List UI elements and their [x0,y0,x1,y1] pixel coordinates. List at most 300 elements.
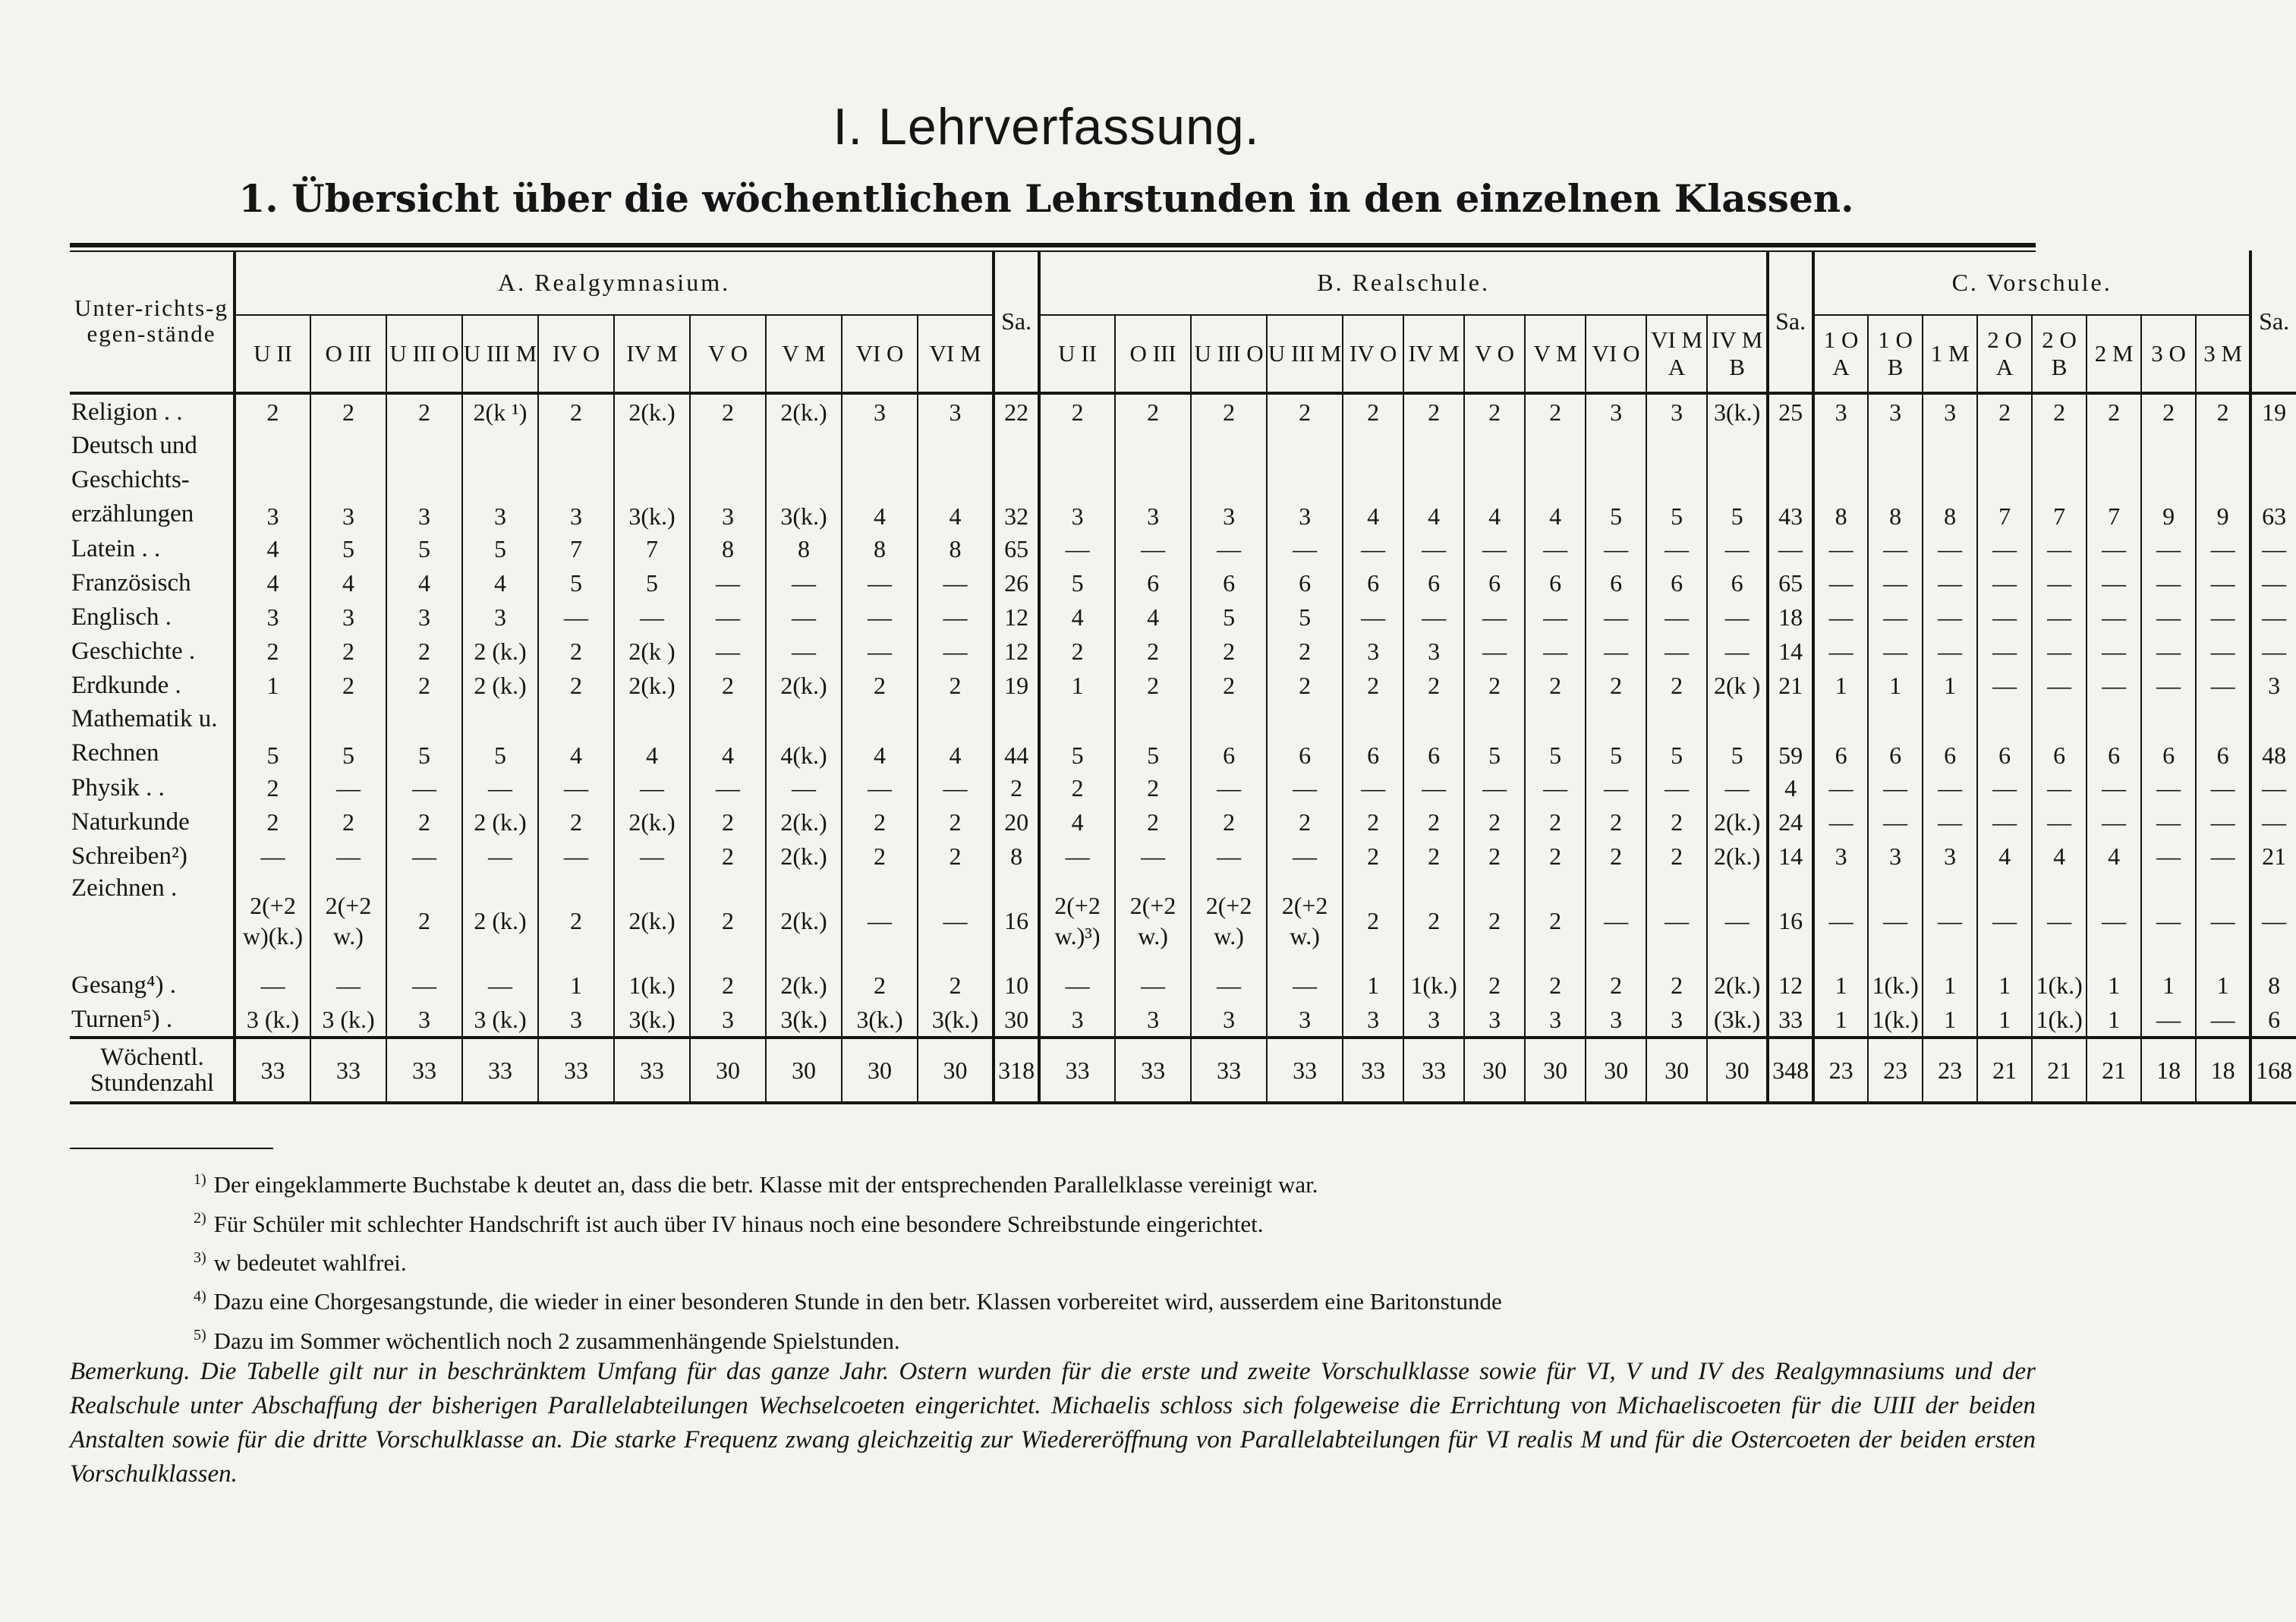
cell-b-6: 2 [1464,393,1525,429]
cell-b-5: 4 [1403,429,1464,531]
sum-header-c: Sa. [2250,250,2296,393]
sum-cell-c: — [2250,873,2296,968]
cell-b-1: 2 [1115,770,1191,805]
sum-cell-a: 20 [994,805,1039,839]
cell-a-6: 2 [690,668,766,702]
cell-c-0: — [1813,600,1868,634]
cell-b-4: — [1343,531,1403,565]
sum-cell-b: 43 [1768,429,1813,531]
cell-b-0: 5 [1039,702,1115,770]
totals-row [70,1038,2296,1103]
cell-b-0: 1 [1039,668,1115,702]
class-header-a-6: V O [690,315,766,393]
cell-a-5: 7 [614,531,690,565]
cell-c-5: 1 [2087,1002,2141,1038]
sum-header-b: Sa. [1768,250,1813,393]
cell-a-8: — [842,565,918,600]
cell-b-4: 2 [1343,393,1403,429]
cell-a-8: — [842,634,918,668]
cell-b-2: — [1191,770,1267,805]
cell-c-0: 3 [1813,393,1868,429]
cell-b-0: 5 [1039,565,1115,600]
cell-a-0: 3 [235,600,310,634]
cell-a-4: — [538,839,614,873]
cell-b-9: 2 [1646,805,1707,839]
cell-c-3: 4 [1977,839,2032,873]
sum-cell-a: 12 [994,600,1039,634]
cell-c-7: — [2196,805,2250,839]
cell-a-8: 2 [842,668,918,702]
cell-c-4: — [2032,770,2087,805]
cell-b-3: 2 [1267,805,1343,839]
cell-b-9: 3 [1646,393,1707,429]
cell-b-4: 3 [1343,634,1403,668]
cell-a-5: 2(k.) [614,668,690,702]
cell-c-2: — [1923,531,1977,565]
cell-a-8: — [842,873,918,968]
cell-c-6: — [2141,668,2196,702]
sum-cell-a: 22 [994,393,1039,429]
cell-c-1: — [1868,805,1923,839]
cell-c-5: — [2087,634,2141,668]
cell-b-3: 3 [1267,1002,1343,1038]
cell-a-2: 5 [386,702,462,770]
cell-a-9: 2 [918,839,994,873]
cell-a-0: 2 [235,770,310,805]
cell-a-2: 3 [386,429,462,531]
cell-c-0: 1 [1813,668,1868,702]
cell-c-3: — [1977,668,2032,702]
table-row [70,702,2296,770]
cell-c-3: — [1977,600,2032,634]
cell-b-4: 6 [1343,565,1403,600]
footnote-rule [70,1148,273,1149]
cell-a-9: — [918,873,994,968]
cell-b-4: 2 [1343,839,1403,873]
cell-b-6: — [1464,531,1525,565]
cell-b-1: — [1115,968,1191,1002]
class-header-a-4: IV O [538,315,614,393]
cell-b-10: — [1707,873,1768,968]
sum-cell-a: 10 [994,968,1039,1002]
cell-c-7: — [2196,1002,2250,1038]
cell-c-1: 8 [1868,429,1923,531]
cell-a-4: 7 [538,531,614,565]
sum-cell-a: 8 [994,839,1039,873]
cell-b-3: 6 [1267,565,1343,600]
cell-a-2: 2 [386,393,462,429]
sum-cell-c: 63 [2250,429,2296,531]
cell-c-7: — [2196,770,2250,805]
cell-a-2: 4 [386,565,462,600]
cell-c-1: 3 [1868,839,1923,873]
cell-a-4: 2 [538,393,614,429]
cell-a-1: 4 [310,565,386,600]
cell-b-8: 30 [1586,1038,1646,1103]
cell-b-6: 30 [1464,1038,1525,1103]
cell-a-1: 2(+2 w.) [310,873,386,968]
cell-c-2: 8 [1923,429,1977,531]
cell-a-1: — [310,770,386,805]
cell-c-7: 9 [2196,429,2250,531]
cell-b-9: — [1646,770,1707,805]
remark-paragraph: Bemerkung. Die Tabelle gilt nur in beschränktem Umfang für das ganze Jahr. Ostern wurden für die erste und zweite Vorschulklasse sowie für VI, V und IV des Realgymnasiums und der Realschule unter Abschaffung der bisherigen Parallelabteilungen Wechselcoeten eingerichtet. Michaelis schloss sich folgeweise die Errichtung von Michaeliscoeten für die UIII der beiden Anstalten sowie für die dritte Vorschulklasse an. Die starke Frequenz zwang gleichzeitig zur Wiedereröffnung von Parallelabteilungen für VI realis M und für die Ostercoeten der beiden ersten Vorschulklassen. [70,1358,2036,1488]
cell-a-3: 33 [462,1038,538,1103]
cell-b-3: — [1267,968,1343,1002]
footnote-text: Für Schüler mit schlechter Handschrift ist auch über IV hinaus noch eine besondere Schreibstunde eingerichtet. [213,1210,1264,1237]
cell-a-3: 2 (k.) [462,873,538,968]
cell-b-4: 4 [1343,429,1403,531]
cell-a-4: 2 [538,873,614,968]
cell-b-8: — [1586,600,1646,634]
footnote-5 [194,1318,1502,1357]
cell-b-6: 2 [1464,968,1525,1002]
cell-a-4: 33 [538,1038,614,1103]
cell-a-7: 30 [766,1038,842,1103]
cell-a-3: 5 [462,702,538,770]
cell-b-5: 3 [1403,634,1464,668]
cell-c-4: — [2032,565,2087,600]
cell-a-6: — [690,634,766,668]
cell-a-8: — [842,600,918,634]
cell-a-2: 5 [386,531,462,565]
cell-a-5: 2(k.) [614,873,690,968]
cell-a-7: 3(k.) [766,1002,842,1038]
class-header-a-3: U III M [462,315,538,393]
cell-a-7: 2(k.) [766,393,842,429]
cell-a-4: 1 [538,968,614,1002]
cell-a-9: 8 [918,531,994,565]
cell-a-0: — [235,839,310,873]
table-row [70,770,2296,805]
cell-a-0: 2 [235,393,310,429]
cell-a-8: 3(k.) [842,1002,918,1038]
cell-b-5: 2 [1403,873,1464,968]
cell-c-3: — [1977,805,2032,839]
cell-a-1: 5 [310,531,386,565]
cell-c-3: 6 [1977,702,2032,770]
cell-b-3: 5 [1267,600,1343,634]
sum-cell-b: 4 [1768,770,1813,805]
cell-a-0: 33 [235,1038,310,1103]
cell-c-0: 8 [1813,429,1868,531]
cell-a-6: 2 [690,839,766,873]
cell-a-5: 2(k ) [614,634,690,668]
cell-a-0: 5 [235,702,310,770]
cell-b-8: 2 [1586,968,1646,1002]
cell-a-2: 33 [386,1038,462,1103]
cell-b-2: 3 [1191,429,1267,531]
sum-cell-b: 65 [1768,565,1813,600]
cell-c-2: 1 [1923,668,1977,702]
cell-a-0: — [235,968,310,1002]
cell-b-5: — [1403,600,1464,634]
cell-c-0: 1 [1813,968,1868,1002]
sum-cell-b: 16 [1768,873,1813,968]
cell-c-7: 6 [2196,702,2250,770]
cell-c-5: — [2087,600,2141,634]
cell-a-6: 2 [690,873,766,968]
cell-c-4: 2 [2032,393,2087,429]
cell-b-10: — [1707,770,1768,805]
cell-b-7: — [1525,600,1586,634]
cell-b-5: 2 [1403,668,1464,702]
cell-c-4: 21 [2032,1038,2087,1103]
cell-b-9: — [1646,873,1707,968]
sum-cell-b: — [1768,531,1813,565]
cell-a-4: — [538,600,614,634]
footnote-2 [194,1202,1502,1240]
cell-b-1: 2 [1115,805,1191,839]
cell-c-2: 1 [1923,968,1977,1002]
cell-a-6: 2 [690,968,766,1002]
cell-c-1: — [1868,770,1923,805]
cell-b-2: — [1191,531,1267,565]
cell-a-7: 2(k.) [766,873,842,968]
cell-a-4: 4 [538,702,614,770]
class-header-b-6: V O [1464,315,1525,393]
cell-b-7: 2 [1525,668,1586,702]
cell-a-6: 3 [690,1002,766,1038]
cell-b-6: — [1464,634,1525,668]
cell-b-2: 2 [1191,668,1267,702]
cell-c-4: 7 [2032,429,2087,531]
cell-b-5: 2 [1403,839,1464,873]
cell-a-1: 5 [310,702,386,770]
cell-a-9: 2 [918,805,994,839]
cell-a-8: 2 [842,968,918,1002]
cell-b-8: 6 [1586,565,1646,600]
cell-b-9: 3 [1646,1002,1707,1038]
table-row [70,531,2296,565]
sum-cell-a: 12 [994,634,1039,668]
cell-b-1: — [1115,531,1191,565]
cell-b-7: 2 [1525,805,1586,839]
cell-c-1: 1(k.) [1868,1002,1923,1038]
cell-c-7: — [2196,531,2250,565]
cell-a-6: — [690,770,766,805]
subject-label: Englisch . [71,603,172,631]
cell-a-7: 2(k.) [766,839,842,873]
cell-b-5: 1(k.) [1403,968,1464,1002]
cell-a-5: 3(k.) [614,1002,690,1038]
cell-b-8: 5 [1586,702,1646,770]
cell-a-1: 2 [310,393,386,429]
cell-b-0: — [1039,968,1115,1002]
cell-a-0: 4 [235,531,310,565]
cell-c-5: 1 [2087,968,2141,1002]
cell-c-3: 21 [1977,1038,2032,1103]
cell-b-10: 2(k.) [1707,968,1768,1002]
cell-b-7: — [1525,531,1586,565]
cell-b-8: 5 [1586,429,1646,531]
cell-c-7: — [2196,565,2250,600]
cell-b-2: 2 [1191,634,1267,668]
cell-b-8: — [1586,634,1646,668]
subject-column-header: Unter-richts-gegen-stände [70,250,235,393]
cell-b-10: — [1707,634,1768,668]
subject-label: Mathematik u. Rechnen [71,705,218,767]
subject-label: Turnen⁵) . [71,1005,173,1033]
cell-b-9: 5 [1646,429,1707,531]
cell-a-8: 4 [842,702,918,770]
cell-b-6: — [1464,600,1525,634]
cell-a-0: 4 [235,565,310,600]
cell-b-2: 3 [1191,1002,1267,1038]
cell-c-4: — [2032,873,2087,968]
cell-a-4: 3 [538,1002,614,1038]
cell-b-6: 2 [1464,805,1525,839]
group-header-realschule: B. Realschule. [1039,250,1768,315]
footnote-3 [194,1241,1502,1280]
cell-b-3: 2 [1267,668,1343,702]
cell-b-3: 33 [1267,1038,1343,1103]
cell-b-2: — [1191,968,1267,1002]
cell-b-9: 6 [1646,565,1707,600]
table-row [70,393,2296,429]
cell-c-1: — [1868,634,1923,668]
sum-cell-c: 48 [2250,702,2296,770]
cell-b-2: 33 [1191,1038,1267,1103]
cell-c-1: — [1868,600,1923,634]
cell-b-5: 6 [1403,565,1464,600]
cell-a-3: 3 (k.) [462,1002,538,1038]
sum-cell-a: 32 [994,429,1039,531]
cell-a-9: — [918,770,994,805]
cell-a-8: 4 [842,429,918,531]
cell-b-4: 1 [1343,968,1403,1002]
cell-c-3: — [1977,531,2032,565]
cell-b-7: 2 [1525,968,1586,1002]
sum-cell-c: 168 [2250,1038,2296,1103]
cell-b-2: 2(+2 w.) [1191,873,1267,968]
cell-a-0: 3 (k.) [235,1002,310,1038]
cell-c-4: 6 [2032,702,2087,770]
cell-b-6: 6 [1464,565,1525,600]
cell-b-7: — [1525,634,1586,668]
cell-b-10: 3(k.) [1707,393,1768,429]
cell-c-2: — [1923,805,1977,839]
cell-a-9: — [918,600,994,634]
page-title: I. Lehrverfassung. [833,98,1260,156]
subject-label: Physik . . [71,773,165,802]
cell-c-6: — [2141,1002,2196,1038]
cell-c-7: 18 [2196,1038,2250,1103]
cell-a-6: 30 [690,1038,766,1103]
cell-a-1: 33 [310,1038,386,1103]
cell-a-7: — [766,600,842,634]
subject-label: Französisch [71,568,191,597]
class-header-a-7: V M [766,315,842,393]
cell-c-0: — [1813,873,1868,968]
page-subtitle: 1. Übersicht über die wöchentlichen Lehrstunden in den einzelnen Klassen. [238,176,1854,221]
sum-cell-b: 14 [1768,839,1813,873]
sum-cell-c: 21 [2250,839,2296,873]
cell-c-1: 23 [1868,1038,1923,1103]
cell-b-0: 2 [1039,770,1115,805]
cell-a-7: 8 [766,531,842,565]
cell-b-2: 6 [1191,565,1267,600]
cell-c-4: 4 [2032,839,2087,873]
cell-c-1: — [1868,873,1923,968]
class-header-a-9: VI M [918,315,994,393]
cell-c-6: — [2141,565,2196,600]
class-header-b-1: O III [1115,315,1191,393]
subject-label: Naturkunde [71,808,190,836]
footnote-mark: 4) [194,1287,206,1305]
cell-c-4: 1(k.) [2032,968,2087,1002]
cell-b-7: 30 [1525,1038,1586,1103]
footnote-text: Dazu im Sommer wöchentlich noch 2 zusammenhängende Spielstunden. [213,1327,900,1354]
footnote-text: Der eingeklammerte Buchstabe k deutet an, dass die betr. Klasse mit der entsprechenden Parallelklasse vereinigt war. [213,1171,1318,1198]
cell-b-0: 2(+2 w.)³) [1039,873,1115,968]
cell-b-4: 3 [1343,1002,1403,1038]
cell-c-4: — [2032,634,2087,668]
footnote-text: w bedeutet wahlfrei. [213,1249,407,1276]
sum-cell-c: — [2250,565,2296,600]
cell-c-0: — [1813,805,1868,839]
sum-cell-c: — [2250,600,2296,634]
cell-a-0: 3 [235,429,310,531]
cell-b-8: — [1586,531,1646,565]
cell-c-0: 6 [1813,702,1868,770]
cell-c-2: — [1923,770,1977,805]
cell-a-9: — [918,565,994,600]
cell-b-7: 4 [1525,429,1586,531]
cell-c-7: 2 [2196,393,2250,429]
cell-b-3: — [1267,531,1343,565]
cell-a-4: 3 [538,429,614,531]
cell-b-4: 33 [1343,1038,1403,1103]
sum-cell-b: 33 [1768,1002,1813,1038]
cell-b-1: 4 [1115,600,1191,634]
cell-c-2: 1 [1923,1002,1977,1038]
cell-c-3: — [1977,565,2032,600]
cell-a-4: 2 [538,668,614,702]
cell-a-1: 2 [310,668,386,702]
cell-c-2: — [1923,565,1977,600]
cell-b-0: 33 [1039,1038,1115,1103]
cell-c-2: 3 [1923,839,1977,873]
cell-a-2: 2 [386,805,462,839]
cell-c-4: — [2032,531,2087,565]
cell-a-6: — [690,565,766,600]
cell-c-6: — [2141,770,2196,805]
cell-b-8: 2 [1586,839,1646,873]
cell-a-6: — [690,600,766,634]
cell-c-1: 6 [1868,702,1923,770]
cell-c-6: 18 [2141,1038,2196,1103]
cell-c-5: 21 [2087,1038,2141,1103]
cell-b-7: — [1525,770,1586,805]
cell-b-9: 2 [1646,668,1707,702]
cell-a-5: 33 [614,1038,690,1103]
cell-a-1: 3 (k.) [310,1002,386,1038]
cell-a-5: 2(k.) [614,805,690,839]
cell-a-8: 2 [842,839,918,873]
cell-b-2: — [1191,839,1267,873]
cell-c-7: — [2196,839,2250,873]
cell-c-2: — [1923,600,1977,634]
cell-c-6: 1 [2141,968,2196,1002]
subject-label: Schreiben²) [71,842,187,870]
cell-c-4: — [2032,805,2087,839]
cell-a-2: 3 [386,600,462,634]
sum-cell-a: 19 [994,668,1039,702]
cell-c-2: 23 [1923,1038,1977,1103]
sum-cell-a: 26 [994,565,1039,600]
cell-c-5: — [2087,565,2141,600]
